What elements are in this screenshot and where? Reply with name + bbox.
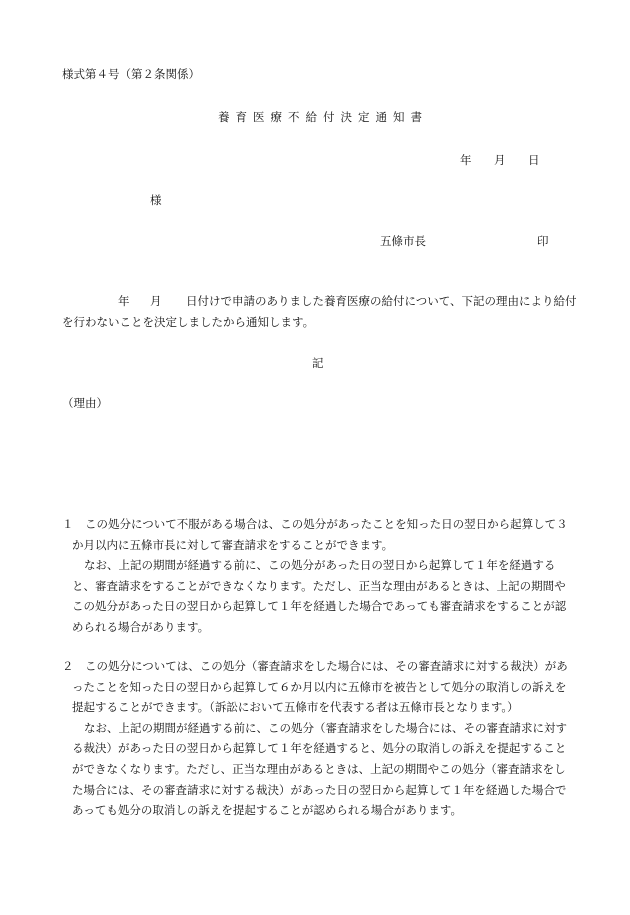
notice-2-para1: ２ この処分については、この処分（審査請求をした場合には、その審査請求に対する裁決）があったことを知った日の翌日から起算して６か月以内に五條市を被告として処分の取消しの訴えを提起することができます。（訴訟において五條市を代表する者は五條市長となります。）: [62, 659, 568, 715]
intro-month: 月: [150, 294, 162, 308]
notice-2: [62, 656, 574, 821]
date-year: 年: [460, 153, 472, 167]
document-title: 養育医療不給付決定通知書: [218, 110, 428, 124]
notice-1-para2: なお、上記の期間が経過する前に、この処分があった日の翌日から起算して１年を経過すると、審査請求をすることができなくなります。ただし、正当な理由があるときは、上記の期間やこの処分があった日の翌日から起算して１年を経過した場合であっても審査請求をすることが認められる場合があります。: [72, 558, 567, 634]
intro-text-line2: を行わないことを決定しましたから通知します。: [62, 315, 315, 329]
notice-2-para2: なお、上記の期間が経過する前に、この処分（審査請求をした場合には、その審査請求に対する裁決）があった日の翌日から起算して１年を経過すると、処分の取消しの訴えを提起することができなくなります。ただし、正当な理由があるときは、上記の期間やこの処分（審査請求をした場合には、その審査請求に対する裁決）があった日の翌日から起算して１年を経過した場合であっても処分の取消しの訴えを提起することが認められる場合があります。: [72, 720, 567, 818]
date-month: 月: [494, 153, 506, 167]
form-number: 様式第４号（第２条関係）: [62, 67, 200, 81]
issuer-name: 五條市長: [380, 234, 426, 248]
intro-text-line1: 日付けで申請のありました養育医療の給付について、下記の理由により給付: [186, 294, 577, 308]
reason-label: （理由）: [62, 396, 108, 410]
notice-1: [62, 514, 574, 638]
intro-year: 年: [118, 294, 130, 308]
notice-1-para1: １ この処分について不服がある場合は、この処分があったことを知った日の翌日から起算して３か月以内に五條市長に対して審査請求をすることができます。: [62, 517, 568, 552]
ki-heading: 記: [312, 356, 324, 370]
seal-mark: 印: [537, 234, 549, 248]
date-day: 日: [528, 153, 540, 167]
addressee-suffix: 様: [150, 193, 162, 207]
